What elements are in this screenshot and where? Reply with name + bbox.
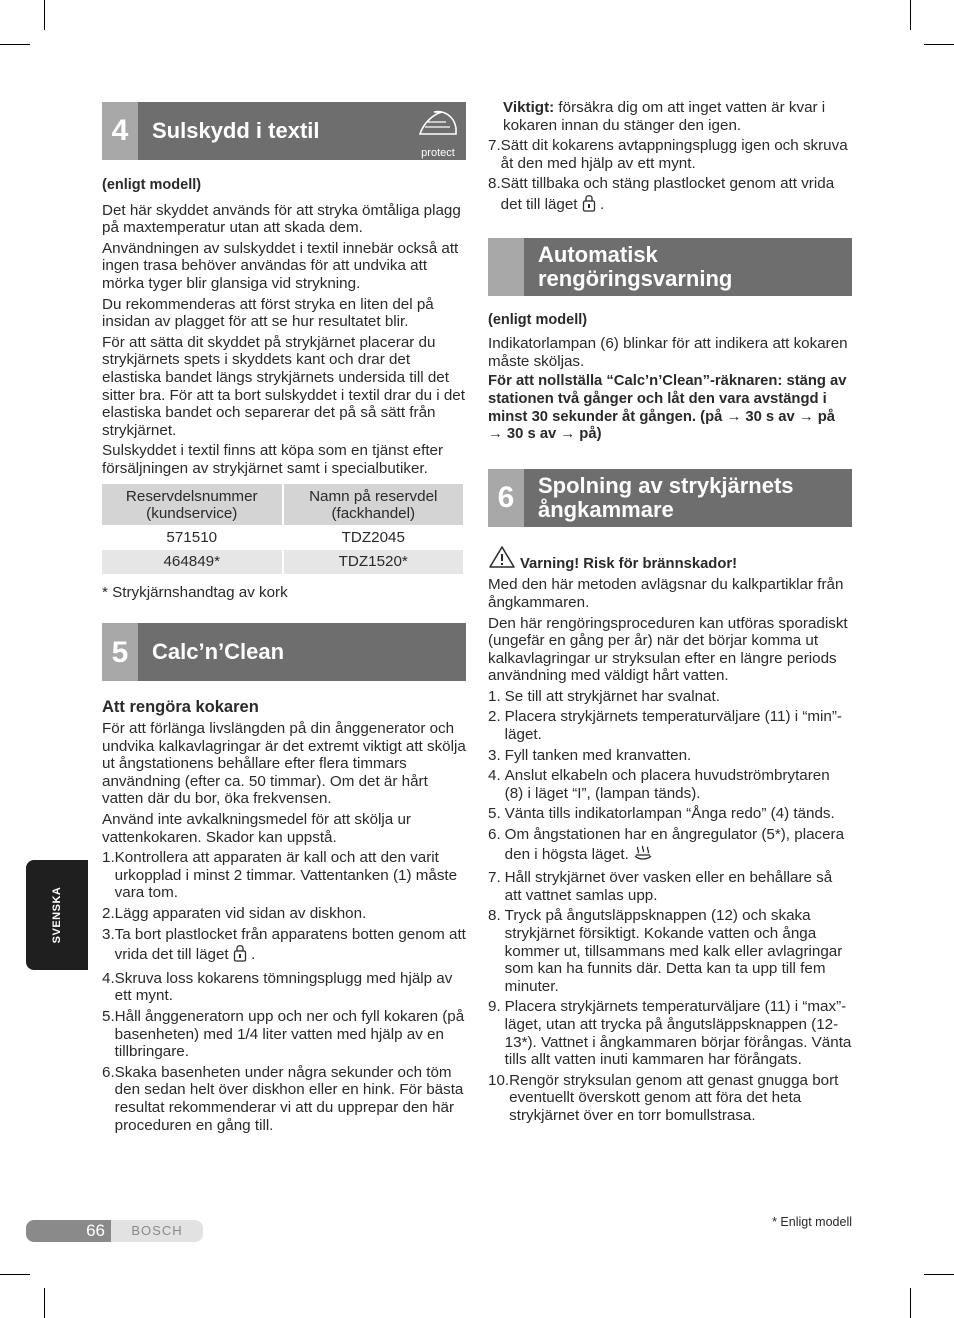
- section-number: 4: [102, 102, 138, 160]
- warning-text: Varning! Risk för brännskador!: [520, 555, 738, 572]
- step-text: Lägg apparaten vid sidan av diskhon.: [114, 905, 367, 922]
- step-text: Skaka basenheten under några sekunder och töm den sedan helt över diskhon eller en hink. För bästa resultat rekommenderar vi att du upprepar den här proceduren en gång till.: [114, 1063, 464, 1134]
- step-number: 10.: [488, 1071, 510, 1089]
- crop-mark: [44, 0, 45, 30]
- table-header-row: [102, 484, 463, 525]
- list-item: 8. Sätt tillbaka och stäng plastlocket genom att vrida det till läget .: [488, 175, 852, 216]
- table-cell: 571510: [102, 525, 282, 551]
- left-column: [102, 102, 466, 1137]
- step-text: Fyll tanken med kranvatten.: [504, 746, 692, 764]
- step-text: Vänta tills indikatorlampan “Ånga redo” (4) tänds.: [504, 805, 835, 823]
- table-header-cell: Reservdelsnummer (kundservice): [102, 484, 282, 525]
- paragraph: För att förlänga livslängden på din ånggenerator och undvika kalkavlagringar är det extremt viktigt att skölja ut ångstationens behållare efter flera timmars användning (efter ca. 50 timmar). Om det är hårt vatten där du bor, öka frekvensen.: [102, 720, 466, 808]
- step-text: Håll strykjärnet över vasken eller en behållare så att vattnet samlas upp.: [504, 869, 833, 904]
- steps-list: [488, 688, 852, 1125]
- section-6-header: [488, 469, 852, 527]
- iron-protect-icon: [414, 106, 462, 159]
- list-item: 3. Ta bort plastlocket från apparatens botten genom att vrida det till läget .: [102, 926, 466, 967]
- spare-parts-table: [100, 484, 465, 574]
- list-item: [488, 708, 852, 743]
- list-item: [102, 905, 466, 923]
- section-number: 5: [102, 623, 138, 681]
- step-number: 2.: [488, 708, 501, 726]
- table-row: [102, 525, 463, 551]
- section-title: Calc’n’Clean: [152, 639, 285, 665]
- step-number: 2.: [102, 905, 115, 922]
- warning-line: [488, 545, 852, 574]
- table-cell: 464849*: [102, 550, 282, 574]
- model-note: (enligt modell): [102, 177, 202, 193]
- step-number: 3.: [102, 925, 115, 943]
- table-header-cell: Namn på reservdel (fackhandel): [284, 484, 464, 525]
- crop-mark: [44, 1288, 45, 1318]
- step-number: 3.: [488, 746, 501, 764]
- table-row: [102, 550, 463, 574]
- page-number: 66: [26, 1220, 111, 1242]
- step-text: Placera strykjärnets temperaturväljare (11) i “max”-läget, utan att trycka på ångutsläppsknappen (12-13*). Vattnet i ångkammaren börjar förångas. Vänta tills allt vatten inuti kammaren har förångats.: [504, 998, 852, 1069]
- list-item: [488, 1072, 852, 1125]
- auto-cleaning-header: [488, 238, 852, 296]
- steps-list: [102, 849, 466, 1134]
- section-number: 6: [488, 469, 524, 527]
- step-text: Håll ånggeneratorn upp och ner och fyll kokaren (på basenheten) med 1/4 liter vatten med hjälp av en tillbringare.: [114, 1007, 465, 1061]
- subheading: Att rengöra kokaren: [102, 698, 259, 717]
- paragraph: Det här skyddet används för att stryka ömtåliga plagg på maxtemperatur utan att skada dem.: [102, 201, 461, 237]
- list-item: [488, 137, 852, 172]
- list-item: [488, 869, 852, 904]
- model-footnote: * Enligt modell: [772, 1215, 852, 1229]
- step-text: Tryck på ångutsläppsknappen (12) och skaka strykjärnet försiktigt. Kokande vatten och ånga kommer ut, tillsammans med kalk eller avlagringar som kan ha funnits där. Detta kan ta upp till fem minuter.: [504, 907, 843, 995]
- step-number: 7.: [488, 869, 501, 887]
- step-number: 6.: [488, 826, 501, 844]
- section-number-blank: [488, 238, 524, 296]
- paragraph: Du rekommenderas att först stryka en liten del på insidan av plagget för att se hur resultatet blir.: [102, 295, 434, 331]
- steam-max-icon: [633, 844, 653, 867]
- paragraph: Indikatorlampan (6) blinkar för att indikera att kokaren måste sköljas.: [488, 335, 848, 370]
- step-number: 5.: [488, 805, 501, 823]
- steps-list: [488, 137, 852, 216]
- crop-mark: [924, 44, 954, 45]
- step-number: 1.: [102, 849, 115, 867]
- list-item: [488, 907, 852, 995]
- list-item: [488, 767, 852, 802]
- paragraph: Användningen av sulskyddet i textil innebär också att ingen trasa behöver användas för att undvika att mörka tyger blir glansiga vid strykning.: [102, 239, 459, 292]
- warning-icon: [488, 545, 516, 574]
- step-text: Anslut elkabeln och placera huvudströmbrytaren (8) i läget “I”, (lampan tänds).: [504, 767, 830, 802]
- step-number: 4.: [102, 969, 115, 987]
- crop-mark: [0, 1274, 30, 1275]
- crop-mark: [0, 44, 30, 45]
- step-number: 1.: [488, 687, 501, 705]
- step-number: 6.: [102, 1063, 115, 1081]
- step-number: 5.: [102, 1007, 115, 1025]
- step-text: Rengör stryksulan genom att genast gnugga bort eventuellt överskott genom att föra det heta strykjärnet över en torr bomullstrasa.: [509, 1071, 839, 1124]
- side-tab-label: SVENSKA: [51, 886, 63, 944]
- paragraph: Sulskyddet i textil finns att köpa som en tjänst efter försäljningen av strykjärnet samt i specialbutiker.: [102, 442, 444, 477]
- list-item: [102, 1064, 466, 1134]
- step-number: 9.: [488, 998, 501, 1016]
- reset-instruction: För att nollställa “Calc’n’Clean”-räknaren: stäng av stationen två gånger och låt den vara avstängd i minst 30 sekunder åt gången. (på → 30 s av → på → 30 s av → på): [488, 373, 847, 443]
- section-5-header: [102, 623, 466, 681]
- step-number: 8.: [488, 907, 501, 925]
- paragraph: Använd inte avkalkningsmedel för att skölja ur vattenkokaren. Skador kan uppstå.: [102, 811, 411, 846]
- crop-mark: [910, 0, 911, 30]
- step-text: Skruva loss kokarens tömningsplugg med hjälp av ett mynt.: [114, 969, 453, 1005]
- important-text: försäkra dig om att inget vatten är kvar i kokaren innan du stänger den igen.: [503, 99, 826, 134]
- step-text: Se till att strykjärnet har svalnat.: [504, 687, 720, 705]
- crop-mark: [910, 1288, 911, 1318]
- unlock-icon: [582, 193, 596, 217]
- right-column: [488, 99, 852, 1128]
- list-item: [488, 747, 852, 765]
- section-title: Sulskydd i textil: [152, 118, 320, 143]
- protect-badge: protect: [421, 146, 455, 159]
- step-number: 4.: [488, 767, 501, 785]
- table-footnote: * Strykjärnshandtag av kork: [102, 583, 288, 601]
- paragraph: Med den här metoden avlägsnar du kalkpartiklar från ångkammaren.: [488, 576, 844, 611]
- model-note: (enligt modell): [488, 311, 588, 328]
- step-text: Sätt tillbaka och stäng plastlocket genom att vrida det till läget: [500, 175, 835, 213]
- crop-mark: [924, 1274, 954, 1275]
- list-item: [488, 805, 852, 823]
- list-item: [488, 688, 852, 706]
- step-number: 7.: [488, 137, 501, 155]
- section-title: Automatisk rengöringsvarning: [538, 241, 733, 291]
- section-title: Spolning av strykjärnets ångkammare: [538, 472, 794, 522]
- step-text: Ta bort plastlocket från apparatens botten genom att vrida det till läget: [114, 925, 466, 964]
- important-label: Viktigt:: [503, 99, 555, 116]
- important-note: [488, 99, 852, 134]
- list-item: [102, 849, 466, 902]
- table-cell: TDZ2045: [284, 525, 464, 551]
- language-side-tab: [26, 860, 88, 970]
- section-4-header: [102, 102, 466, 160]
- list-item: [488, 826, 852, 866]
- unlock-icon: [233, 943, 247, 967]
- list-item: [102, 1008, 466, 1061]
- list-item: [488, 998, 852, 1068]
- step-text: Sätt dit kokarens avtappningsplugg igen och skruva åt den med hjälp av ett mynt.: [500, 137, 848, 172]
- step-text: Kontrollera att apparaten är kall och att den varit urkopplad i minst 2 timmar. Vattentanken (1) måste vara tom.: [114, 849, 458, 902]
- step-text: Om ångstationen har en ångregulator (5*), placera den i högsta läget.: [504, 826, 845, 863]
- step-text: Placera strykjärnets temperaturväljare (11) i “min”-läget.: [504, 708, 842, 744]
- brand-label: BOSCH: [111, 1220, 203, 1242]
- step-number: 8.: [488, 175, 501, 193]
- paragraph: För att sätta dit skyddet på strykjärnet placerar du strykjärnets spets i skyddets kant och drar det elastiska bandet längs strykjärnets undersida till det sitter bra. För att ta bort sulskyddet i textil drar du i det elastiska bandet och separerar det på så sätt från strykjärnet.: [102, 333, 465, 439]
- table-cell: TDZ1520*: [284, 550, 464, 574]
- list-item: [102, 970, 466, 1005]
- paragraph: Den här rengöringsproceduren kan utföras sporadiskt (ungefär en gång per år) när det börjar komma ut kalkavlagringar ur stryksulan efter en längre periods användning med väldigt hårt vatten.: [488, 614, 848, 685]
